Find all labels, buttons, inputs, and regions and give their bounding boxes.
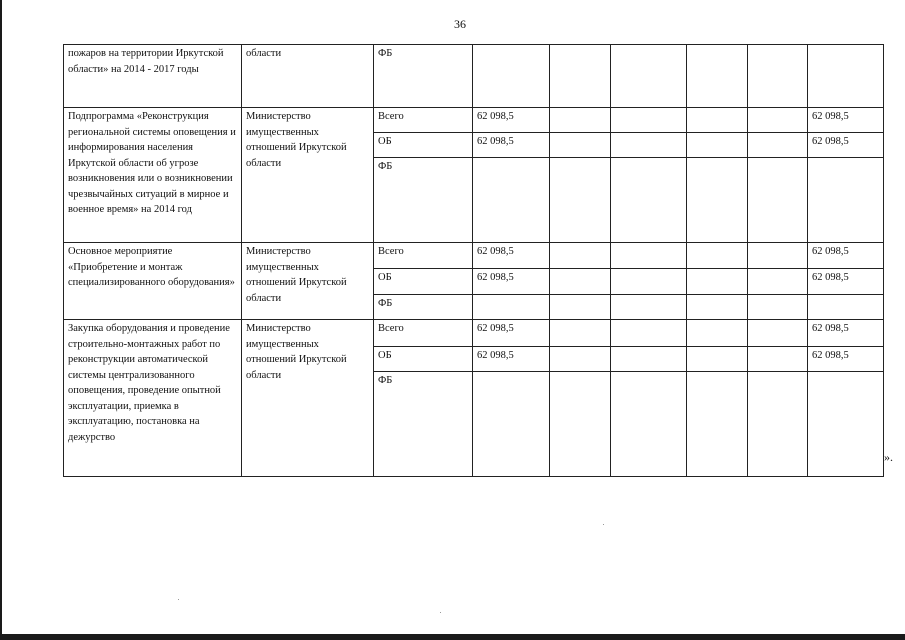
measure-name-cell: Основное мероприятие «Приобретение и монтаж специализированного оборудования» bbox=[64, 243, 242, 320]
executor-cell: Министерство имущественных отношений Иркутской области bbox=[242, 243, 374, 320]
table-row bbox=[64, 320, 884, 347]
year-cell bbox=[748, 372, 808, 477]
year-cell bbox=[748, 347, 808, 372]
funding-source-cell: ФБ bbox=[374, 158, 473, 243]
year-cell bbox=[550, 45, 611, 108]
year-cell bbox=[611, 372, 687, 477]
year-cell bbox=[748, 133, 808, 158]
year-cell bbox=[611, 243, 687, 269]
year-cell bbox=[687, 243, 748, 269]
scan-speck bbox=[178, 599, 179, 600]
year-cell bbox=[611, 295, 687, 320]
year-cell bbox=[748, 243, 808, 269]
funding-source-cell: Всего bbox=[374, 108, 473, 133]
funding-source-cell: ОБ bbox=[374, 347, 473, 372]
total-cell bbox=[473, 372, 550, 477]
funding-source-cell: ФБ bbox=[374, 372, 473, 477]
year-cell bbox=[611, 158, 687, 243]
year-cell bbox=[748, 45, 808, 108]
year-cell bbox=[687, 45, 748, 108]
scan-speck bbox=[603, 524, 604, 525]
budget-table bbox=[63, 44, 884, 477]
measure-name-cell: Закупка оборудования и проведение строительно-монтажных работ по реконструкции автоматической системы централизованного оповещения, проведение опытной эксплуатации, приемка в эксплуатацию, постановка на дежурство bbox=[64, 320, 242, 477]
year-2014-cell bbox=[808, 45, 884, 108]
funding-source-cell: ОБ bbox=[374, 133, 473, 158]
total-cell: 62 098,5 bbox=[473, 243, 550, 269]
year-cell bbox=[550, 269, 611, 295]
funding-source-cell: ОБ bbox=[374, 269, 473, 295]
year-cell bbox=[687, 269, 748, 295]
year-cell bbox=[611, 320, 687, 347]
year-2014-cell bbox=[808, 158, 884, 243]
year-cell bbox=[748, 295, 808, 320]
table-row bbox=[64, 243, 884, 269]
executor-cell: области bbox=[242, 45, 374, 108]
year-cell bbox=[550, 243, 611, 269]
year-cell bbox=[687, 372, 748, 477]
year-cell bbox=[611, 347, 687, 372]
year-cell bbox=[687, 158, 748, 243]
year-2014-cell bbox=[808, 372, 884, 477]
year-cell bbox=[687, 133, 748, 158]
funding-source-cell: Всего bbox=[374, 320, 473, 347]
scan-speck bbox=[440, 612, 441, 613]
year-2014-cell bbox=[808, 295, 884, 320]
executor-cell: Министерство имущественных отношений Иркутской области bbox=[242, 108, 374, 243]
year-cell bbox=[550, 372, 611, 477]
year-cell bbox=[611, 269, 687, 295]
year-cell bbox=[687, 108, 748, 133]
year-cell bbox=[611, 133, 687, 158]
total-cell bbox=[473, 45, 550, 108]
page-number: 36 bbox=[454, 17, 466, 31]
measure-name-cell: пожаров на территории Иркутской области» на 2014 - 2017 годы bbox=[64, 45, 242, 108]
total-cell bbox=[473, 295, 550, 320]
year-cell bbox=[748, 269, 808, 295]
year-cell bbox=[687, 347, 748, 372]
executor-cell: Министерство имущественных отношений Иркутской области bbox=[242, 320, 374, 477]
year-2014-cell: 62 098,5 bbox=[808, 133, 884, 158]
scan-edge-bottom bbox=[0, 634, 905, 640]
year-cell bbox=[748, 108, 808, 133]
year-cell bbox=[550, 347, 611, 372]
table-row bbox=[64, 45, 884, 108]
year-cell bbox=[550, 158, 611, 243]
closing-quote-mark: ». bbox=[884, 450, 893, 464]
funding-source-cell: Всего bbox=[374, 243, 473, 269]
funding-source-cell: ФБ bbox=[374, 295, 473, 320]
total-cell: 62 098,5 bbox=[473, 269, 550, 295]
year-cell bbox=[748, 158, 808, 243]
year-2014-cell: 62 098,5 bbox=[808, 243, 884, 269]
year-cell bbox=[611, 108, 687, 133]
scan-edge-left bbox=[0, 0, 2, 640]
year-cell bbox=[687, 320, 748, 347]
year-2014-cell: 62 098,5 bbox=[808, 347, 884, 372]
year-2014-cell: 62 098,5 bbox=[808, 108, 884, 133]
total-cell: 62 098,5 bbox=[473, 108, 550, 133]
table-row bbox=[64, 108, 884, 133]
year-cell bbox=[550, 108, 611, 133]
year-cell bbox=[611, 45, 687, 108]
year-cell bbox=[550, 133, 611, 158]
total-cell: 62 098,5 bbox=[473, 320, 550, 347]
year-cell bbox=[748, 320, 808, 347]
year-cell bbox=[550, 320, 611, 347]
total-cell: 62 098,5 bbox=[473, 133, 550, 158]
year-cell bbox=[687, 295, 748, 320]
year-2014-cell: 62 098,5 bbox=[808, 320, 884, 347]
total-cell: 62 098,5 bbox=[473, 347, 550, 372]
funding-source-cell: ФБ bbox=[374, 45, 473, 108]
year-2014-cell: 62 098,5 bbox=[808, 269, 884, 295]
year-cell bbox=[550, 295, 611, 320]
total-cell bbox=[473, 158, 550, 243]
measure-name-cell: Подпрограмма «Реконструкция региональной системы оповещения и информирования населения Иркутской области об угрозе возникновения или о возникновении чрезвычайных ситуаций в мирное и военное время» на 2014 год bbox=[64, 108, 242, 243]
